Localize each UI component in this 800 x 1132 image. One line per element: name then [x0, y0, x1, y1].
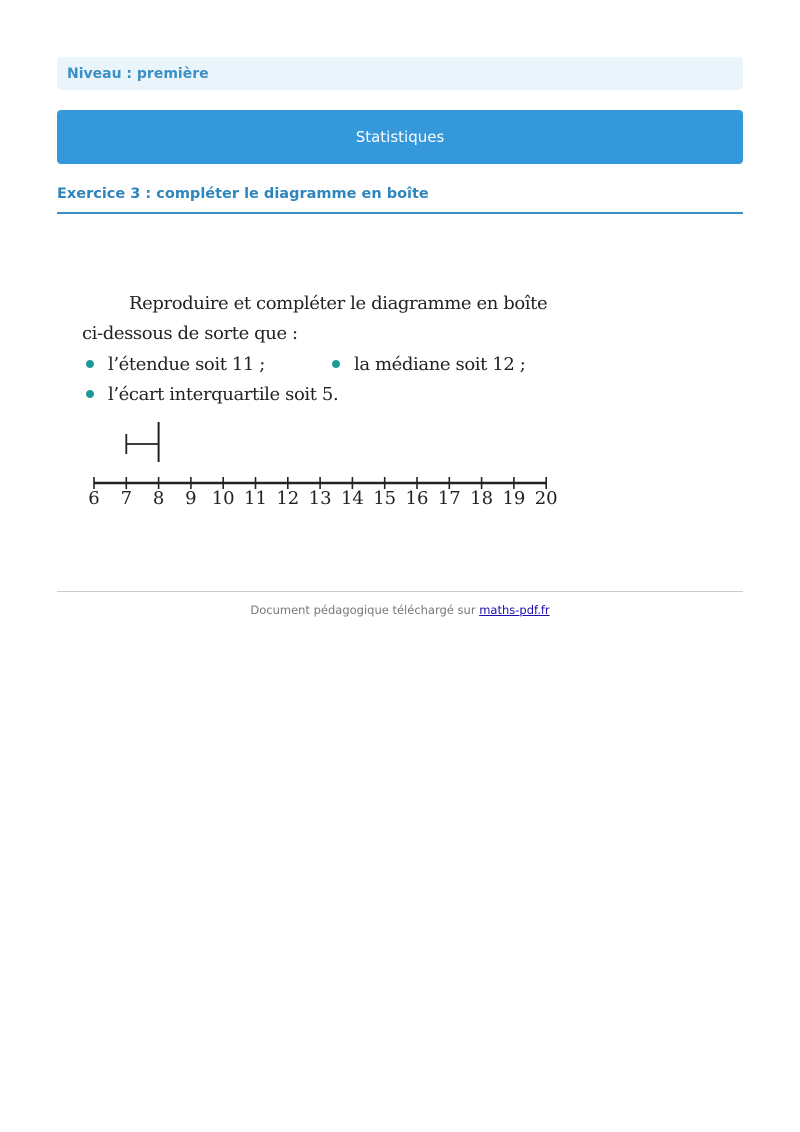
subject-title: Statistiques — [355, 128, 445, 146]
exercise-title-underline — [57, 212, 743, 214]
footer — [57, 603, 743, 617]
footer-divider — [57, 591, 743, 592]
condition-item — [82, 384, 338, 405]
axis-tick-label: 15 — [373, 488, 397, 509]
exercise-title: Exercice 3 : compléter le diagramme en boîte — [57, 186, 429, 202]
axis-tick-label: 9 — [185, 488, 197, 509]
axis-tick-label: 10 — [211, 488, 235, 509]
level-text: Niveau : première — [67, 65, 209, 82]
axis-tick-label: 8 — [152, 488, 165, 509]
condition-text: l’étendue soit 11 ; — [108, 353, 265, 375]
condition-text: l’écart interquartile soit 5. — [108, 383, 339, 405]
footer-link[interactable]: maths-pdf.fr — [479, 603, 550, 617]
axis-tick-label: 19 — [502, 488, 526, 509]
bullet-icon — [332, 360, 340, 368]
axis-tick-label: 11 — [244, 488, 267, 509]
axis-tick-label: 7 — [120, 488, 133, 509]
level-label — [57, 57, 743, 90]
axis-tick-label: 16 — [405, 488, 429, 509]
axis-tick-label: 14 — [340, 488, 364, 509]
bullet-icon — [86, 360, 94, 368]
conditions-row — [82, 349, 572, 379]
condition-item — [82, 354, 328, 375]
axis-tick-label: 12 — [276, 488, 300, 509]
bullet-icon — [86, 390, 94, 398]
footer-text: Document pédagogique téléchargé sur — [250, 603, 476, 617]
exercise-content — [82, 289, 572, 409]
conditions-list — [82, 349, 572, 409]
subject-banner — [57, 110, 743, 164]
condition-item — [328, 354, 525, 375]
axis-tick-label: 20 — [534, 488, 558, 509]
axis-tick-label: 6 — [88, 488, 100, 509]
condition-text: la médiane soit 12 ; — [354, 353, 526, 375]
exercise-statement: Reproduire et compléter le diagramme en boîte ci-dessous de sorte que : — [82, 293, 548, 344]
axis-tick-label: 13 — [308, 488, 332, 509]
boxplot-figure — [82, 416, 572, 516]
conditions-row — [82, 379, 572, 409]
axis-tick-label: 18 — [470, 488, 494, 509]
axis-tick-label: 17 — [437, 488, 461, 509]
